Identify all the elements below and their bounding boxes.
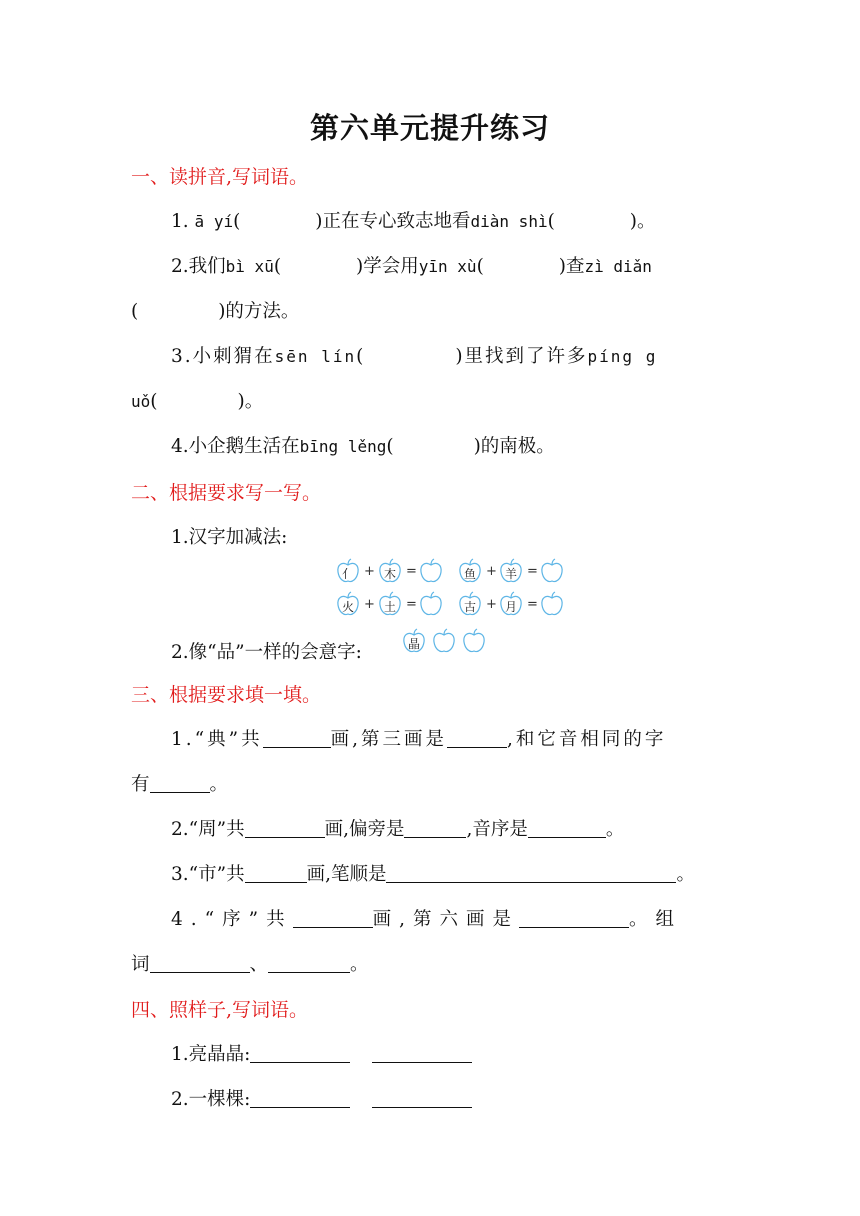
pinyin: píng g bbox=[587, 347, 658, 366]
equals-sign: = bbox=[406, 597, 417, 612]
answer-line[interactable] bbox=[245, 864, 307, 883]
apple-answer-icon[interactable] bbox=[419, 558, 443, 584]
pinyin: bīng lěng bbox=[299, 437, 387, 456]
apple-icon bbox=[378, 591, 402, 617]
q-text: )。 bbox=[237, 391, 264, 412]
plus-sign: + bbox=[364, 597, 375, 612]
equals-sign: = bbox=[527, 564, 538, 579]
q-text: 4.“序”共 bbox=[171, 909, 293, 930]
equals-sign: = bbox=[406, 564, 417, 579]
section-2-heading: 二、根据要求写一写。 bbox=[131, 482, 322, 504]
apple-char: 火 bbox=[341, 600, 354, 614]
answer-line[interactable] bbox=[150, 774, 210, 793]
apple-icon bbox=[402, 628, 426, 654]
plus-sign: + bbox=[486, 597, 497, 612]
paren-open: ( bbox=[273, 256, 282, 277]
section-3-heading: 三、根据要求填一填。 bbox=[131, 684, 322, 706]
pinyin: sēn lín bbox=[274, 347, 357, 366]
q-text: 2.“周”共 bbox=[171, 819, 245, 840]
s3-question-1-cont bbox=[131, 770, 228, 796]
s1-question-1 bbox=[171, 207, 656, 233]
q-text: 、 bbox=[249, 954, 269, 975]
q-text: 1. bbox=[171, 211, 195, 232]
q-text: 1.“典”共 bbox=[171, 729, 263, 750]
apple-icon bbox=[336, 591, 360, 617]
apple-icon bbox=[378, 558, 402, 584]
apple-answer-icon[interactable] bbox=[419, 591, 443, 617]
apple-icon bbox=[499, 558, 523, 584]
q-text: 3.小刺猬在 bbox=[171, 346, 275, 367]
apple-char: 古 bbox=[463, 600, 476, 614]
paren-open: ( bbox=[476, 256, 484, 277]
s1-question-4 bbox=[171, 432, 555, 458]
s4-question-1 bbox=[171, 1040, 472, 1066]
answer-line[interactable] bbox=[250, 1044, 350, 1063]
pinyin: yīn xù bbox=[418, 257, 477, 276]
answer-line[interactable] bbox=[519, 909, 629, 928]
q-text: 2.一棵棵: bbox=[171, 1089, 251, 1110]
answer-line[interactable] bbox=[263, 729, 331, 748]
q-text: 画,第六画是 bbox=[372, 909, 519, 930]
pinyin: diàn shì bbox=[470, 212, 548, 231]
q-text: 4.小企鹅生活在 bbox=[171, 436, 300, 457]
paren-open: ( bbox=[233, 211, 241, 232]
apple-char: 木 bbox=[383, 567, 396, 581]
s3-question-4-cont bbox=[131, 950, 369, 976]
paren-open: ( bbox=[131, 301, 139, 322]
answer-line[interactable] bbox=[372, 1089, 472, 1108]
answer-line[interactable] bbox=[447, 729, 507, 748]
pinyin: zì diǎn bbox=[584, 257, 652, 276]
section-4-heading: 四、照样子,写词语。 bbox=[131, 999, 309, 1021]
paren-open: ( bbox=[386, 436, 394, 457]
q-text: 。组 bbox=[628, 909, 682, 930]
section-1-heading: 一、读拼音,写词语。 bbox=[131, 166, 309, 188]
apple-icon bbox=[499, 591, 523, 617]
q-text: 2.我们 bbox=[171, 256, 226, 277]
apple-char: 羊 bbox=[504, 567, 517, 581]
s3-question-4 bbox=[171, 905, 682, 931]
apple-char: 土 bbox=[383, 600, 396, 614]
q-text: )里找到了许多 bbox=[455, 346, 588, 367]
q-text: ,音序是 bbox=[466, 819, 528, 840]
q-text: 。 bbox=[209, 774, 229, 795]
apple-answer-icon[interactable] bbox=[540, 558, 564, 584]
answer-line[interactable] bbox=[386, 864, 676, 883]
page-title: 第六单元提升练习 bbox=[309, 111, 550, 145]
pinyin: ā yí bbox=[194, 212, 234, 231]
q-text: )的南极。 bbox=[473, 436, 555, 457]
answer-line[interactable] bbox=[268, 954, 350, 973]
apple-icon bbox=[458, 558, 482, 584]
answer-line[interactable] bbox=[150, 954, 250, 973]
s3-question-1 bbox=[171, 725, 666, 751]
answer-line[interactable] bbox=[245, 819, 325, 838]
apple-icon bbox=[458, 591, 482, 617]
s1-question-2-cont bbox=[131, 297, 299, 323]
q-text: 。 bbox=[605, 819, 625, 840]
s1-question-3 bbox=[171, 342, 657, 368]
q-text: 1.亮晶晶: bbox=[171, 1044, 251, 1065]
apple-char: 亻 bbox=[341, 567, 354, 581]
q-text: 词 bbox=[131, 954, 150, 975]
apple-answer-icon[interactable] bbox=[432, 628, 456, 654]
q-text: 有 bbox=[131, 774, 150, 795]
s1-question-3-cont bbox=[131, 387, 263, 413]
apple-char: 鱼 bbox=[463, 567, 476, 581]
apple-answer-icon[interactable] bbox=[540, 591, 564, 617]
s1-question-2 bbox=[171, 252, 652, 278]
s3-question-3 bbox=[171, 860, 695, 886]
answer-line[interactable] bbox=[404, 819, 466, 838]
q-text: 画,偏旁是 bbox=[324, 819, 405, 840]
q-text: )。 bbox=[629, 211, 656, 232]
q-text: ,和它音相同的字 bbox=[506, 729, 667, 750]
answer-line[interactable] bbox=[293, 909, 373, 928]
answer-line[interactable] bbox=[250, 1089, 350, 1108]
pinyin: uǒ bbox=[131, 392, 151, 411]
q-text: 画,第三画是 bbox=[330, 729, 447, 750]
apple-answer-icon[interactable] bbox=[462, 628, 486, 654]
paren-open: ( bbox=[547, 211, 555, 232]
q-text: 。 bbox=[350, 954, 369, 975]
q-text: )的方法。 bbox=[218, 301, 300, 322]
answer-line[interactable] bbox=[528, 819, 606, 838]
plus-sign: + bbox=[364, 564, 375, 579]
s4-question-2 bbox=[171, 1085, 472, 1111]
q-text: 。 bbox=[676, 864, 695, 885]
answer-line[interactable] bbox=[372, 1044, 472, 1063]
q-text: )学会用 bbox=[356, 256, 419, 277]
apple-icon bbox=[336, 558, 360, 584]
equals-sign: = bbox=[527, 597, 538, 612]
paren-open: ( bbox=[356, 346, 366, 367]
apple-char: 月 bbox=[504, 600, 517, 614]
s2-question-2: 2.像“品”一样的会意字: bbox=[171, 642, 362, 663]
q-text: )查 bbox=[558, 256, 585, 277]
paren-open: ( bbox=[150, 391, 158, 412]
s3-question-2 bbox=[171, 815, 624, 841]
q-text: 画,笔顺是 bbox=[306, 864, 387, 885]
apple-char: 晶 bbox=[407, 637, 420, 651]
q-text: )正在专心致志地看 bbox=[315, 211, 471, 232]
s2-question-1: 1.汉字加减法: bbox=[171, 527, 288, 548]
pinyin: bì xū bbox=[225, 257, 274, 276]
plus-sign: + bbox=[486, 564, 497, 579]
q-text: 3.“市”共 bbox=[171, 864, 245, 885]
